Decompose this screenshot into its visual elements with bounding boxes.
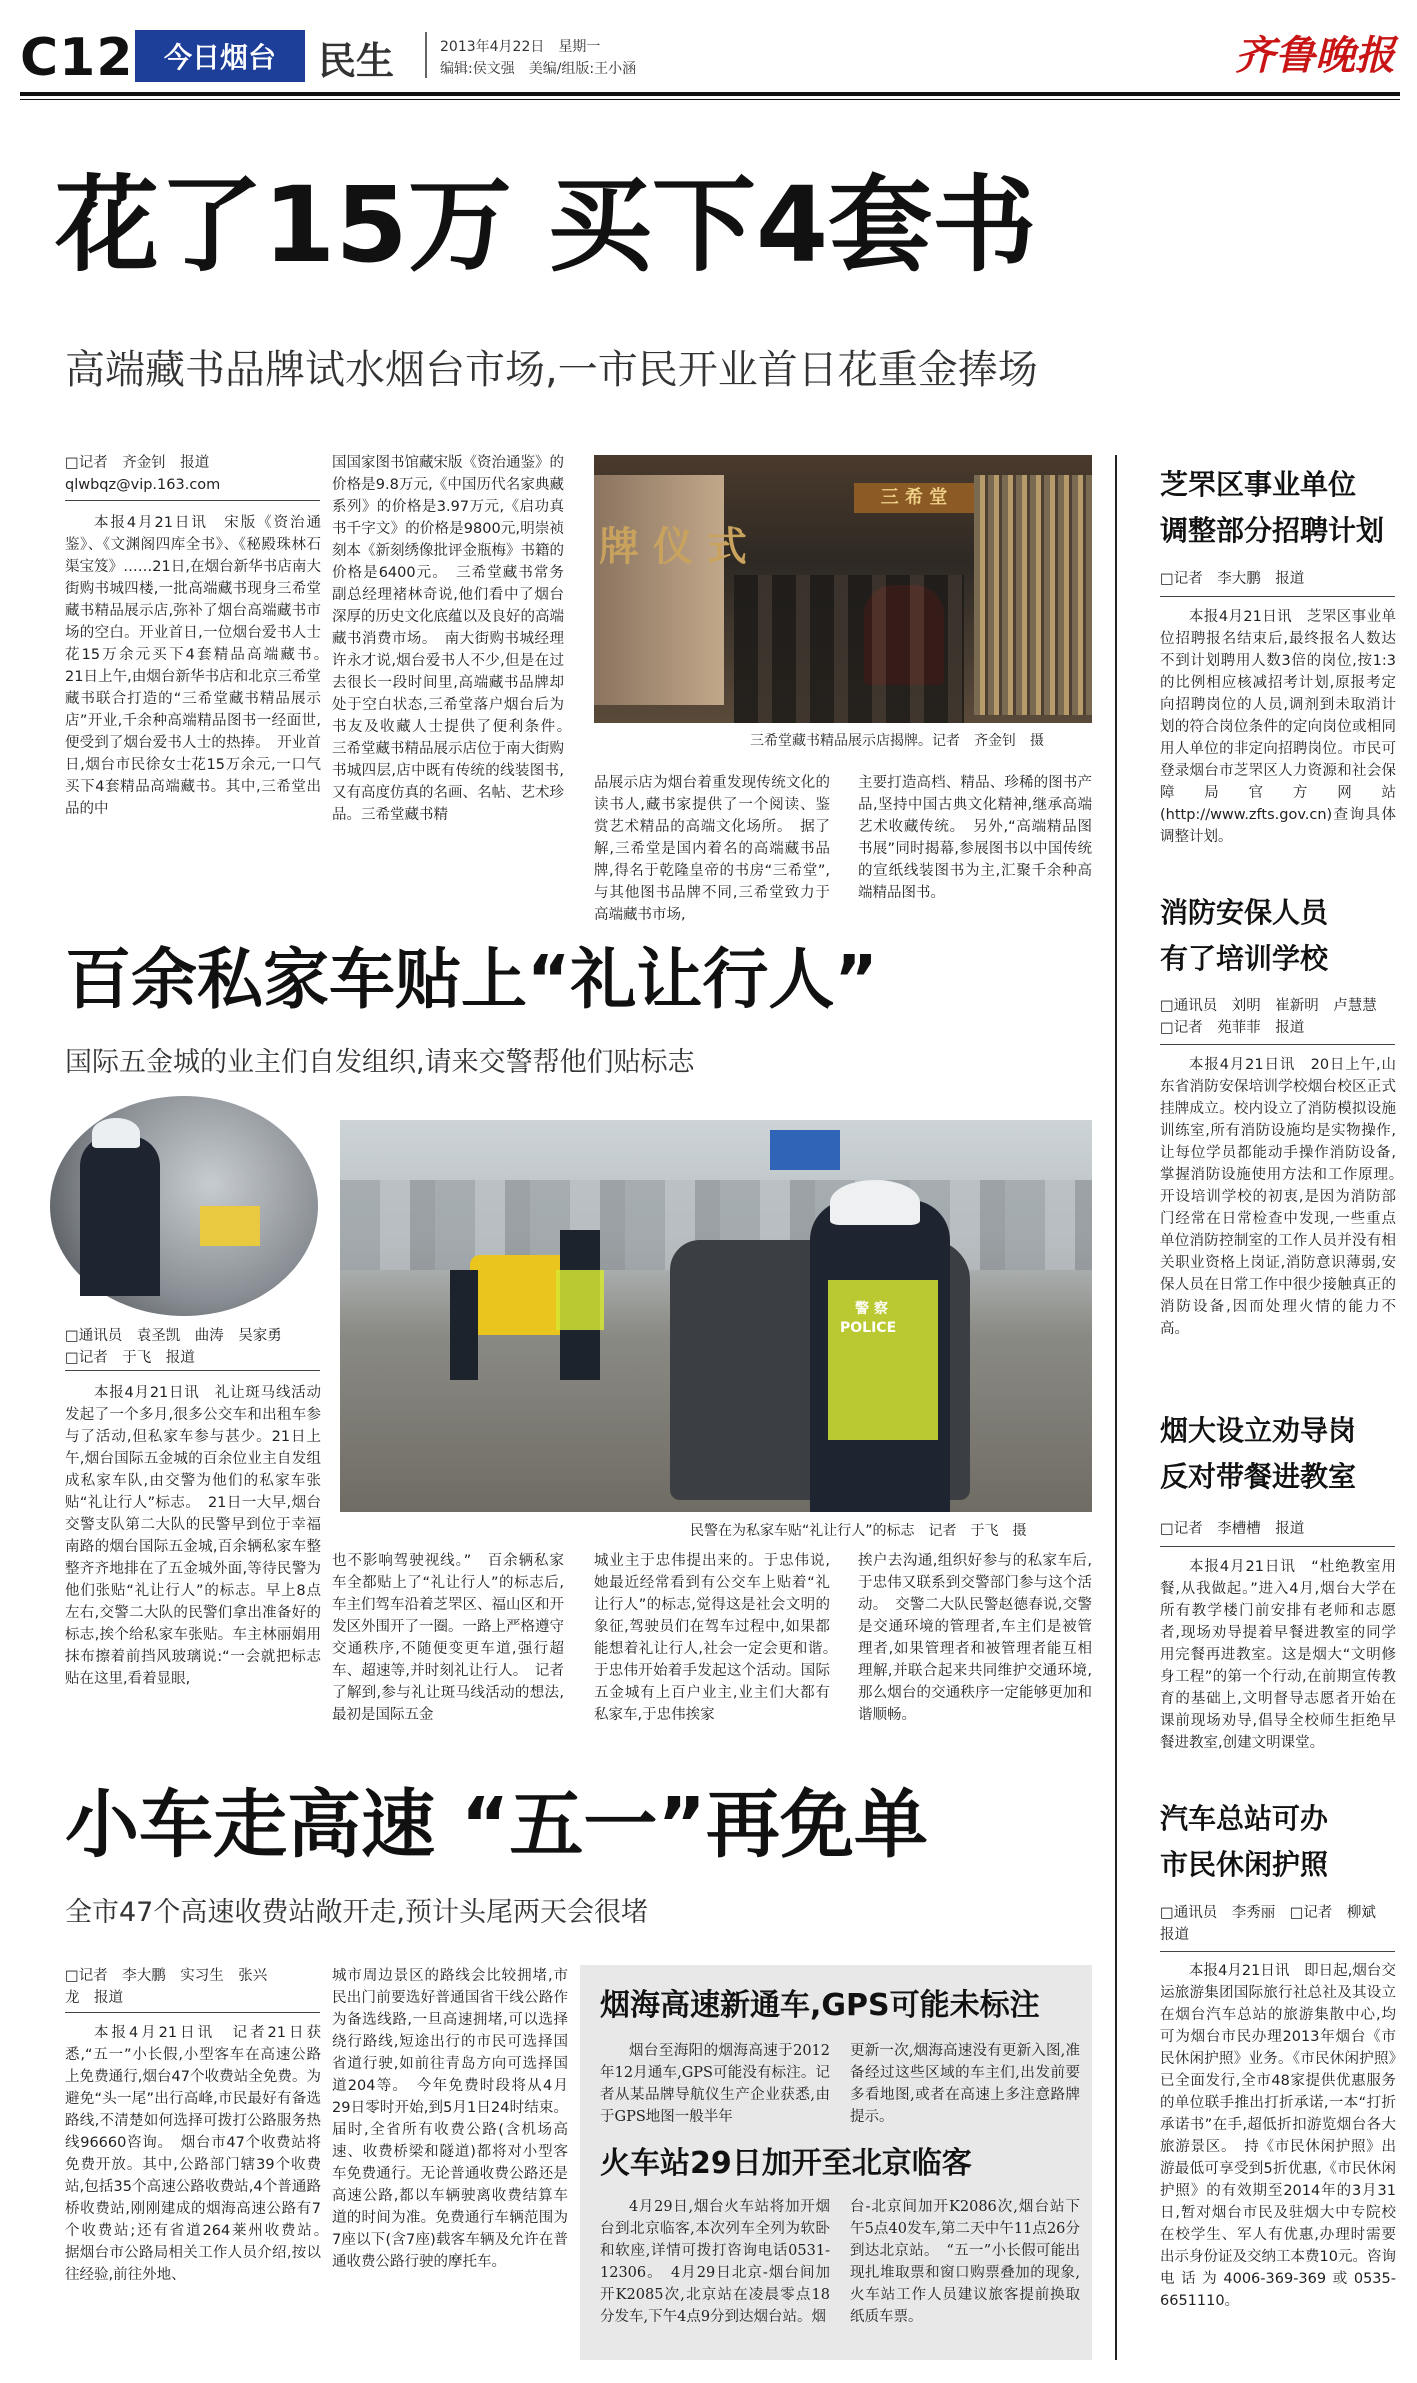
sidebar-item-1-body: 本报4月21日讯 芝罘区事业单位招聘报名结束后,最终报名人数达不到计划聘用人数3倍的岗位,按1:3的比例相应核减招考计划,原报考定向招聘岗位的人员,调剂到未取消计划的符合岗位条件的定向岗位或相同用人单位的非定向招聘岗位。市民可登录烟台市芝罘区人力资源和社会保障局官方网站(http://www.zfts.gov.cn)查询具体调整计划。	[1160, 609, 1396, 845]
story1-byline: □记者 齐金钊 报道 qlwbqz@vip.163.com	[65, 455, 221, 493]
masthead-rule	[20, 92, 1400, 96]
infobox1-col2: 更新一次,烟海高速没有更新入图,准备经过这些区域的车主们,出发前要多看地图,或者在高速上多注意路牌提示。	[850, 2043, 1080, 2125]
byline-rule	[1160, 1951, 1395, 1952]
section-title: 民生	[318, 39, 395, 83]
sidebar-divider	[1115, 455, 1117, 2360]
sidebar-item-3[interactable]: 烟大设立劝导岗 反对带餐进教室	[1160, 1414, 1357, 1493]
byline-rule	[1160, 1546, 1395, 1547]
story1-caption: 三希堂藏书精品展示店揭牌。记者 齐金钊 摄	[750, 733, 1044, 749]
story2-inset-photo	[50, 1096, 318, 1316]
story1-headline[interactable]: 花了15万 买下4套书	[55, 164, 1037, 286]
story1-col1: 本报4月21日讯 宋版《资治通鉴》、《文渊阁四库全书》、《秘殿珠林石渠宝笈》……21日,在烟台新华书店南大街购书城四楼,一批高端藏书现身三希堂藏书精品展示店,弥补了烟台高端藏书市场的空白。开业首日,一位烟台爱书人士花15万余元买下4套精品高端藏书。 21日上午,由烟台新华书店和北京三希堂藏书联合打造的“三希堂藏书精品展示店”开业,千余种高端精品图书一经面世,便受到了烟台爱书人士的热捧。 开业首日,烟台市民徐女士花15万余元,一口气买下4套精品高端藏书。其中,三希堂出品的中	[65, 515, 336, 817]
story2-col3: 城业主于忠伟提出来的。于忠伟说,她最近经常看到有公交车上贴着“礼让行人”的标志,觉得这是社会文明的象征,驾驶员们在驾车过程中,如果都能想着礼让行人,社会一定会更和谐。 于忠伟开始着手发起这个活动。国际五金城有上百户业主,业主们大都有私家车,于忠伟挨家	[594, 1553, 845, 1723]
story1-subhead: 高端藏书品牌试水烟台市场,一市民开业首日花重金捧场	[65, 347, 1038, 393]
sidebar-item-1-byline: □记者 李大鹏 报道	[1160, 571, 1305, 587]
byline-rule	[65, 1370, 320, 1371]
infobox2-col1: 4月29日,烟台火车站将加开烟台到北京临客,本次列车全列为软卧和软座,详情可拨打咨询电话0531-12306。 4月29日北京-烟台间加开K2085次,北京站在凌晨零点18分发车,下午4点9分到达烟台站。烟	[600, 2199, 830, 2325]
issue-date: 2013年4月22日 星期一	[440, 39, 601, 55]
byline-rule	[65, 500, 320, 501]
sidebar-item-3-body: 本报4月21日讯 “杜绝教室用餐,从我做起。”进入4月,烟台大学在所有教学楼门前安排有老师和志愿者,现场劝导提着早餐进教室的同学用完餐再进教室。这是烟大“文明修身工程”的第一个行动,在前期宣传教育的基础上,文明督导志愿者开始在课前现场劝导,倡导全校师生拒绝早餐进教室,创建文明课堂。	[1160, 1559, 1396, 1751]
sidebar-item-4-body: 本报4月21日讯 即日起,烟台交运旅游集团国际旅行社总社及其设立在烟台汽车总站的旅游集散中心,均可为烟台市民办理2013年烟台《市民休闲护照》业务。《市民休闲护照》已全面发行,全市48家提供优惠服务的单位联手推出打折承诺,一本“打折承诺书”在手,超低折扣游览烟台各大旅游景区。 持《市民休闲护照》出游最低可享受到5折优惠,《市民休闲护照》的有效期至2014年的3月31日,暂对烟台市民及驻烟大中专院校在校学生、军人有优惠,办理时需要出示身份证及交纳工本费10元。咨询电话为4006-369-369或0535-6651110。	[1160, 1963, 1396, 2309]
editor-credits: 编辑:侯文强 美编/组版:王小涵	[440, 61, 637, 77]
story2-main-photo: POLICE 警 察	[340, 1120, 1092, 1512]
story3-col1: 本报4月21日讯 记者21日获悉,“五一”小长假,小型客车在高速公路上免费通行,烟台47个收费站全免费。为避免“头一尾”出行高峰,市民最好有备选路线,不清楚如何选择可拨打公路服务热线96660咨询。 烟台市47个收费站将免费开放。其中,公路部门辖39个收费站,包括35个高速公路收费站,4个普通路桥收费站,刚刚建成的烟海高速公路有7个收费站;还有省道264莱州收费站。 据烟台市公路局相关工作人员介绍,按以往经验,前往外地、	[65, 2025, 336, 2283]
story3-col2: 城市周边景区的路线会比较拥堵,市民出门前要选好普通国省干线公路作为备选线路,一旦高速拥堵,可以选择绕行路线,短途出行的市民可选择国省道行驶,如前往青岛方向可选择国道204等。 今年免费时段将从4月29日零时开始,到5月1日24时结束。届时,全省所有收费公路(含机场高速、收费桥梁和隧道)都将对小型客车免费通行。无论普通收费公路还是高速公路,都以车辆驶离收费结算车道的时间为准。免费通行车辆范围为7座以下(含7座)载客车辆及允许在普通收费公路行驶的摩托车。	[332, 1968, 568, 2270]
story1-photo: 牌 仪 式 三 希 堂	[594, 455, 1092, 723]
story1-col3: 品展示店为烟台着重发现传统文化的读书人,藏书家提供了一个阅读、鉴赏艺术精品的高端文化场所。 据了解,三希堂是国内着名的高端藏书品牌,得名于乾隆皇帝的书房“三希堂”,与其他图书品牌不同,三希堂致力于高端藏书市场,	[594, 775, 830, 923]
section-tag[interactable]: 今日烟台	[135, 30, 305, 82]
infobox1-col1: 烟台至海阳的烟海高速于2012年12月通车,GPS可能没有标注。记者从某品牌导航仪生产企业获悉,由于GPS地图一般半年	[600, 2043, 830, 2125]
story2-col2: 也不影响驾驶视线。” 百余辆私家车全都贴上了“礼让行人”的标志后,车主们驾车沿着芝罘区、福山区和开发区外围开了一圈。一路上严格遵守交通秩序,不随便变更车道,强行超车、超速等,并时刻礼让行人。 记者了解到,参与礼让斑马线活动的想法,最初是国际五金	[332, 1553, 564, 1723]
sidebar-item-2-body: 本报4月21日讯 20日上午,山东省消防安保培训学校烟台校区正式挂牌成立。校内设立了消防模拟设施训练室,所有消防设施均是实物操作,让每位学员都能动手操作消防设备,掌握消防设施使用方法和工作原理。 开设培训学校的初衷,是因为消防部门经常在日常检查中发现,一些重点单位消防控制室的工作人员并没有相关职业资格上岗证,消防意识薄弱,安保人员在日常工作中很少接触真正的消防设备,因而处理火情的能力不高。	[1160, 1057, 1411, 1337]
sidebar-item-4[interactable]: 汽车总站可办 市民休闲护照	[1160, 1802, 1329, 1881]
sidebar-item-2[interactable]: 消防安保人员 有了培训学校	[1160, 896, 1329, 975]
byline-rule	[65, 2012, 320, 2013]
page-number: C12	[20, 28, 134, 88]
masthead-divider	[425, 32, 427, 78]
sidebar-item-3-byline: □记者 李槽槽 报道	[1160, 1521, 1305, 1537]
sidebar-item-2-byline: □通讯员 刘明 崔新明 卢慧慧 □记者 苑菲菲 报道	[1160, 998, 1392, 1036]
story3-subhead: 全市47个高速收费站敞开走,预计头尾两天会很堵	[65, 1897, 648, 1928]
story1-col2: 国国家图书馆藏宋版《资治通鉴》的价格是9.8万元,《中国历代名家典藏系列》的价格是3.97万元,《启功真书千字文》的价格是9800元,明崇祯刻本《新刻绣像批评金瓶梅》书籍的价格是6400元。 三希堂藏书常务副总经理褚林奇说,他们看中了烟台深厚的历史文化底蕴以及良好的高端藏书消费市场。 南大街购书城经理许永才说,烟台爱书人不少,但是在过去很长一段时间里,高端藏书品牌却处于空白状态,三希堂落户烟台后为书友及收藏人士提供了便利条件。 三希堂藏书精品展示店位于南大街购书城四层,店中既有传统的线装图书,又有高度仿真的名画、名帖、艺术珍品。三希堂藏书精	[332, 455, 579, 823]
sidebar-item-4-byline: □通讯员 李秀丽 □记者 柳斌 报道	[1160, 1905, 1391, 1943]
newspaper-logo: 齐鲁晚报	[1235, 32, 1395, 79]
infobox2-title: 火车站29日加开至北京临客	[600, 2146, 972, 2181]
story2-caption: 民警在为私家车贴“礼让行人”的标志 记者 于飞 摄	[690, 1523, 1027, 1539]
byline-rule	[1160, 1044, 1395, 1045]
masthead-rule-thin	[20, 99, 1400, 100]
story2-subhead: 国际五金城的业主们自发组织,请来交警帮他们贴标志	[65, 1047, 695, 1078]
story3-headline[interactable]: 小车走高速 “五一”再免单	[65, 1782, 929, 1868]
infobox2-col2: 台-北京间加开K2086次,烟台站下午5点40发车,第二天中午11点26分到达北京站。 “五一”小长假可能出现扎堆取票和窗口购票叠加的现象,火车站工作人员建议旅客提前换取纸质车票。	[850, 2199, 1080, 2325]
story1-col4: 主要打造高档、精品、珍稀的图书产品,坚持中国古典文化精神,继承高端艺术收藏传统。 另外,“高端精品图书展”同时揭幕,参展图书以中国传统的宣纸线装图书为主,汇聚千余种高端精品图书。	[858, 775, 1092, 901]
byline-rule	[1160, 596, 1395, 597]
story2-byline: □通讯员 袁圣凯 曲涛 吴家勇 □记者 于飞 报道	[65, 1328, 282, 1366]
sidebar-item-1[interactable]: 芝罘区事业单位 调整部分招聘计划	[1160, 468, 1385, 547]
story2-col1: 本报4月21日讯 礼让斑马线活动发起了一个多月,很多公交车和出租车参与了活动,但私家车参与甚少。21日上午,烟台国际五金城的百余位业主自发组成私家车队,由交警为他们的私家车张贴“礼让行人”标志。 21日一大早,烟台交警支队第二大队的民警早到位于幸福南路的烟台国际五金城,百余辆私家车整整齐齐地排在了五金城外面,等待民警为他们张贴“礼让行人”的标志。早上8点左右,交警二大队的民警们拿出准备好的标志,挨个给私家车张贴。车主林丽娟用抹布擦着前挡风玻璃说:“一会就把标志贴在这里,看着显眼,	[65, 1385, 321, 1687]
infobox1-title: 烟海高速新通车,GPS可能未标注	[600, 1988, 1040, 2023]
story2-headline[interactable]: 百余私家车贴上“礼让行人”	[65, 941, 878, 1018]
story2-col4: 挨户去沟通,组织好参与的私家车后,于忠伟又联系到交警部门参与这个活动。 交警二大队民警赵德春说,交警是交通环境的管理者,车主们是被管理者,如果管理者和被管理者能互相理解,并联合起来共同维护交通环境,那么烟台的交通秩序一定能够更加和谐顺畅。	[858, 1553, 1092, 1723]
story3-byline: □记者 李大鹏 实习生 张兴 龙 报道	[65, 1968, 268, 2006]
